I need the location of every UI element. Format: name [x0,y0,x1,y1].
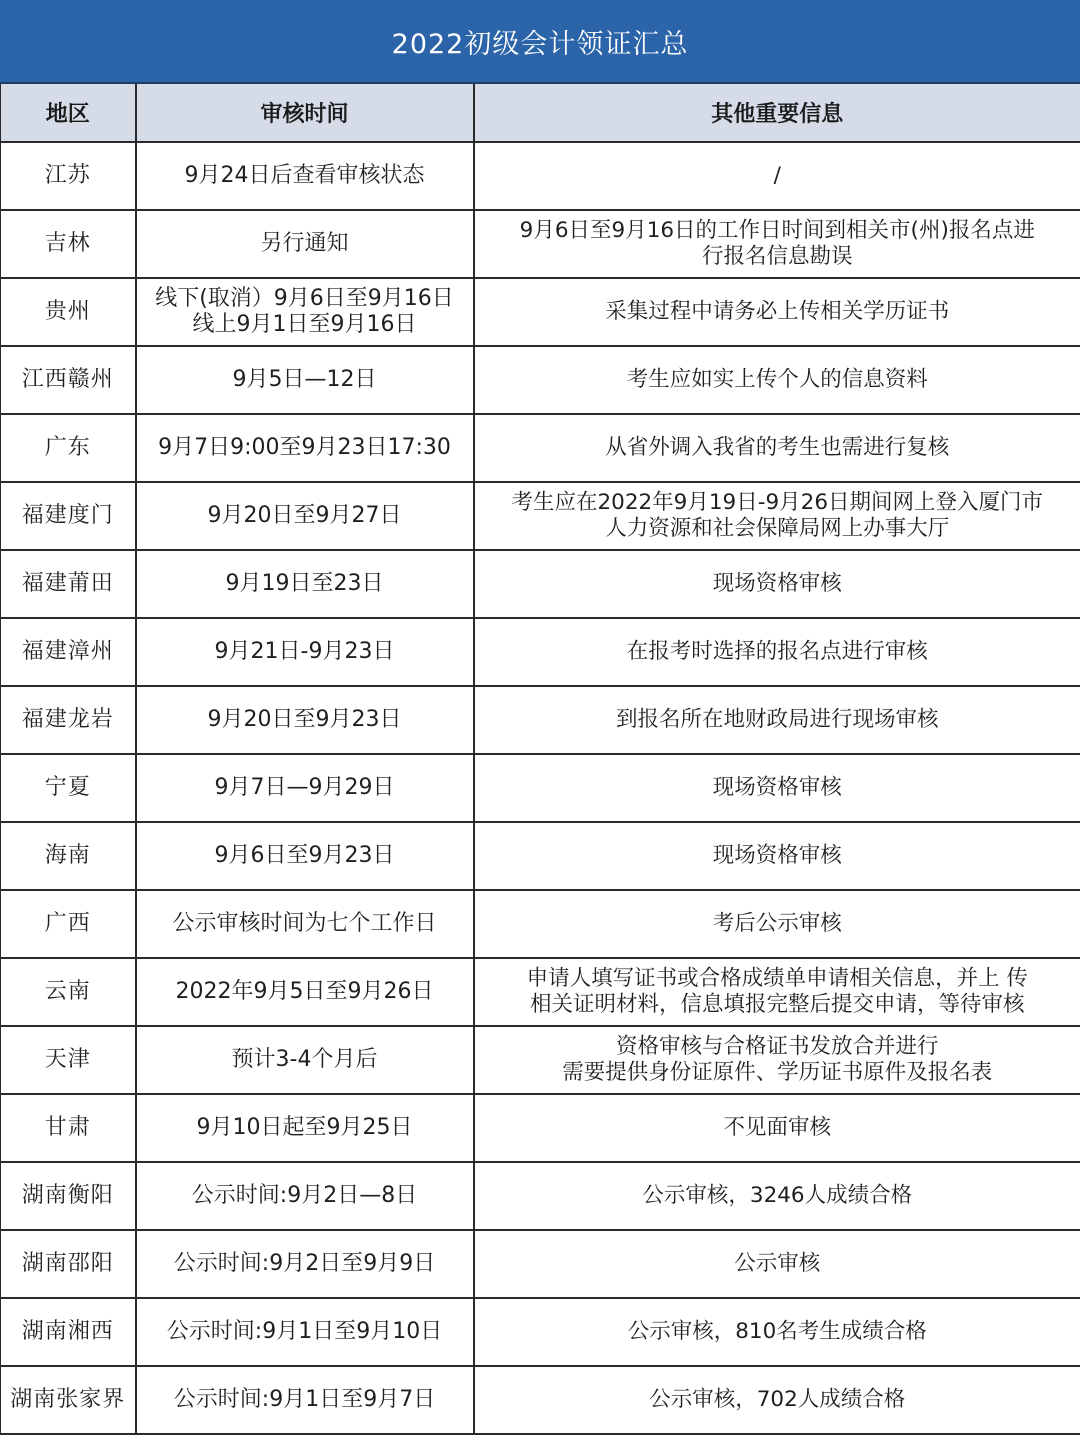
table-row [1,618,1080,686]
table-row [1,210,1080,278]
info-cell: 公示审核，702人成绩合格 [474,1366,1080,1434]
table-row [1,958,1080,1026]
review-time-cell: 公示审核时间为七个工作日 [136,890,474,958]
table-row [1,1094,1080,1162]
header-review-time: 审核时间 [136,84,474,142]
info-cell: 9月6日至9月16日的工作日时间到相关市(州)报名点进 行报名信息勘误 [474,210,1080,278]
info-cell: 在报考时选择的报名点进行审核 [474,618,1080,686]
review-time-cell: 9月7日—9月29日 [136,754,474,822]
info-cell: 从省外调入我省的考生也需进行复核 [474,414,1080,482]
region-cell: 天津 [1,1026,136,1094]
info-cell: 现场资格审核 [474,550,1080,618]
table-row [1,346,1080,414]
info-cell: 公示审核，810名考生成绩合格 [474,1298,1080,1366]
info-cell: 考生应在2022年9月19日-9月26日期间网上登入厦门市 人力资源和社会保障局网上办事大厅 [474,482,1080,550]
review-time-cell: 9月5日—12日 [136,346,474,414]
header-region: 地区 [1,84,136,142]
info-cell: 公示审核 [474,1230,1080,1298]
info-cell: 考后公示审核 [474,890,1080,958]
region-cell: 宁夏 [1,754,136,822]
review-time-cell: 线下(取消）9月6日至9月16日 线上9月1日至9月16日 [136,278,474,346]
review-time-cell: 9月24日后查看审核状态 [136,142,474,210]
info-cell: 现场资格审核 [474,754,1080,822]
region-cell: 广西 [1,890,136,958]
review-time-cell: 9月7日9:00至9月23日17:30 [136,414,474,482]
info-cell: 申请人填写证书或合格成绩单申请相关信息，并上 传 相关证明材料，信息填报完整后提交申请，等待审核 [474,958,1080,1026]
table-row [1,1366,1080,1434]
region-cell: 贵州 [1,278,136,346]
table-row [1,1162,1080,1230]
info-cell: 采集过程中请务必上传相关学历证书 [474,278,1080,346]
region-cell: 福建漳州 [1,618,136,686]
review-time-cell: 9月20日至9月27日 [136,482,474,550]
review-time-cell: 9月6日至9月23日 [136,822,474,890]
review-time-cell: 公示时间:9月1日至9月7日 [136,1366,474,1434]
region-cell: 云南 [1,958,136,1026]
region-cell: 江西赣州 [1,346,136,414]
review-time-cell: 9月10日起至9月25日 [136,1094,474,1162]
review-time-cell: 9月19日至23日 [136,550,474,618]
region-cell: 福建龙岩 [1,686,136,754]
review-time-cell: 公示时间:9月1日至9月10日 [136,1298,474,1366]
summary-table [0,84,1080,1435]
header-other-info: 其他重要信息 [474,84,1080,142]
info-cell: 公示审核，3246人成绩合格 [474,1162,1080,1230]
table-row [1,1230,1080,1298]
info-cell: 考生应如实上传个人的信息资料 [474,346,1080,414]
region-cell: 湖南衡阳 [1,1162,136,1230]
region-cell: 福建莆田 [1,550,136,618]
table-row [1,1026,1080,1094]
region-cell: 吉林 [1,210,136,278]
region-cell: 广东 [1,414,136,482]
info-cell: / [474,142,1080,210]
region-cell: 海南 [1,822,136,890]
table-row [1,278,1080,346]
table-row [1,754,1080,822]
review-time-cell: 预计3-4个月后 [136,1026,474,1094]
region-cell: 湖南张家界 [1,1366,136,1434]
table-row [1,142,1080,210]
review-time-cell: 9月20日至9月23日 [136,686,474,754]
table-row [1,550,1080,618]
review-time-cell: 9月21日-9月23日 [136,618,474,686]
info-cell: 不见面审核 [474,1094,1080,1162]
region-cell: 福建度门 [1,482,136,550]
table-row [1,822,1080,890]
table-row [1,414,1080,482]
table-row [1,890,1080,958]
region-cell: 湖南湘西 [1,1298,136,1366]
table-row [1,1298,1080,1366]
review-time-cell: 公示时间:9月2日至9月9日 [136,1230,474,1298]
review-time-cell: 2022年9月5日至9月26日 [136,958,474,1026]
info-cell: 资格审核与合格证书发放合并进行 需要提供身份证原件、学历证书原件及报名表 [474,1026,1080,1094]
review-time-cell: 另行通知 [136,210,474,278]
region-cell: 湖南邵阳 [1,1230,136,1298]
info-cell: 现场资格审核 [474,822,1080,890]
header-row [1,84,1080,142]
info-cell: 到报名所在地财政局进行现场审核 [474,686,1080,754]
table-title: 2022初级会计领证汇总 [0,0,1080,84]
table-row [1,482,1080,550]
region-cell: 甘肃 [1,1094,136,1162]
review-time-cell: 公示时间:9月2日—8日 [136,1162,474,1230]
table-row [1,686,1080,754]
region-cell: 江苏 [1,142,136,210]
